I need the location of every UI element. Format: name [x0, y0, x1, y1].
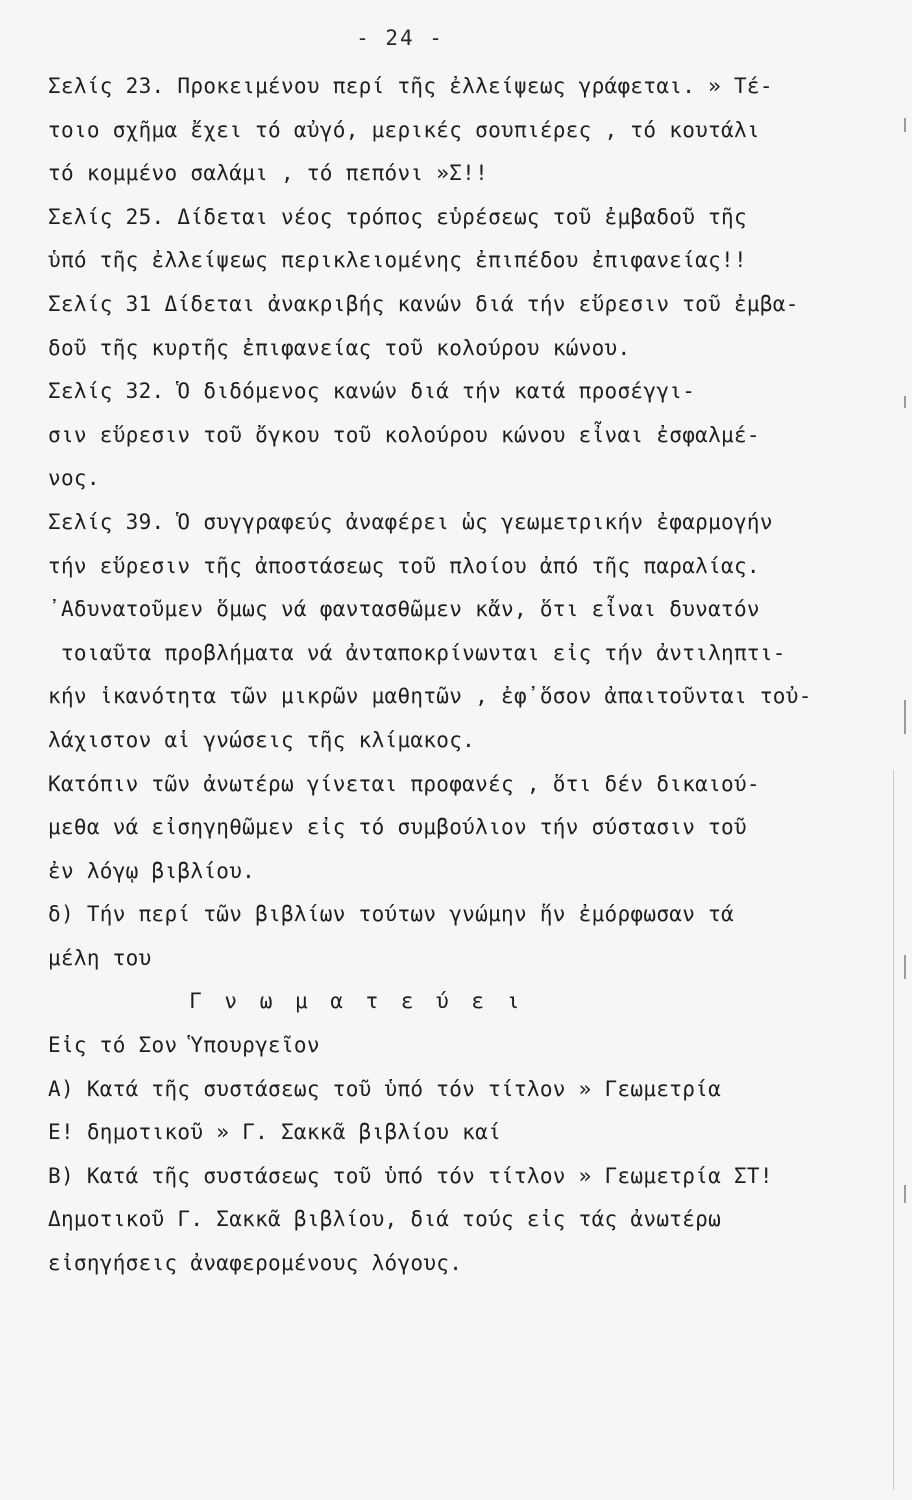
text-line: Β) Κατά τῆς συστάσεως τοῦ ὑπό τόν τίτλον » Γεωμετρία ΣΤ!	[48, 1163, 773, 1188]
text-line: Κατόπιν τῶν ἀνωτέρω γίνεται προφανές , ὅτι δέν δικαιού-	[48, 771, 760, 796]
text-line: ᾿Αδυνατοῦμεν ὅμως νά φαντασθῶμεν κἄν, ὅτι εἶναι δυνατόν	[48, 597, 760, 622]
text-line: Σελίς 31 Δίδεται ἀνακριβής κανών διά τήν εὕρεσιν τοῦ ἐμβα-	[48, 291, 799, 316]
decision-heading: Γ ν ω μ α τ ε ύ ε ι	[48, 989, 525, 1014]
text-line: δοῦ τῆς κυρτῆς ἐπιφανείας τοῦ κολούρου κώνου.	[48, 335, 631, 360]
text-line: Σελίς 23. Προκειμένου περί τῆς ἐλλείψεως γράφεται. » Τέ-	[48, 74, 773, 98]
text-line: νος.	[48, 466, 100, 491]
text-line: Σελίς 25. Δίδεται νέος τρόπος εὑρέσεως τοῦ ἐμβαδοῦ τῆς	[48, 204, 747, 229]
text-line: κήν ἱκανότητα τῶν μικρῶν μαθητῶν , ἐφ᾿ὅσον ἀπαιτοῦνται τοὐ-	[48, 684, 812, 709]
text-line: τό κομμένο σαλάμι , τό πεπόνι »Σ!!	[48, 161, 489, 186]
text-line: Ε! δημοτικοῦ » Γ. Σακκᾶ βιβλίου καί	[48, 1120, 502, 1145]
margin-mark	[904, 700, 906, 734]
text-line: μέλη του	[48, 945, 152, 970]
text-line: ὑπό τῆς ἐλλείψεως περικλειομένης ἐπιπέδου ἐπιφανείας!!	[48, 248, 747, 273]
body-text	[48, 65, 888, 1286]
text-line: Σελίς 32. Ὁ διδόμενος κανών διά τήν κατά προσέγγι-	[48, 379, 696, 404]
text-line: Δημοτικοῦ Γ. Σακκᾶ βιβλίου, διά τούς εἰς τάς ἀνωτέρω	[48, 1207, 722, 1232]
text-line: δ) Τήν περί τῶν βιβλίων τούτων γνώμην ἥν ἐμόρφωσαν τά	[48, 902, 734, 927]
margin-mark	[904, 118, 906, 132]
text-line: σιν εὕρεσιν τοῦ ὄγκου τοῦ κολούρου κώνου εἶναι ἐσφαλμέ-	[48, 422, 760, 447]
text-line: τήν εὕρεσιν τῆς ἀποστάσεως τοῦ πλοίου ἀπό τῆς παραλίας.	[48, 553, 760, 578]
text-line: μεθα νά εἰσηγηθῶμεν εἰς τό συμβούλιον τήν σύστασιν τοῦ	[48, 815, 747, 840]
margin-mark	[904, 955, 906, 979]
page-edge-shadow	[893, 770, 894, 1490]
page-number: - 24 -	[356, 26, 444, 50]
margin-mark	[904, 396, 906, 408]
text-line: Σελίς 39. Ὁ συγγραφεύς ἀναφέρει ὡς γεωμετρικήν ἐφαρμογήν	[48, 509, 773, 534]
text-line: τοιαῦτα προβλήματα νά ἀνταποκρίνωνται εἰς τήν ἀντιληπτι-	[48, 640, 786, 665]
text-line: εἰσηγήσεις ἀναφερομένους λόγους.	[48, 1251, 463, 1276]
text-line: Εἰς τό Σον Ὑπουργεῖον	[48, 1033, 320, 1058]
text-line: ἐν λόγῳ βιβλίου.	[48, 858, 256, 883]
text-line: τοιο σχῆμα ἔχει τό αὐγό, μερικές σουπιέρες , τό κουτάλι	[48, 117, 760, 142]
text-line: Α) Κατά τῆς συστάσεως τοῦ ὑπό τόν τίτλον » Γεωμετρία	[48, 1076, 722, 1101]
text-line: λάχιστον αἱ γνώσεις τῆς κλίμακος.	[48, 727, 476, 752]
margin-mark	[904, 1185, 906, 1203]
